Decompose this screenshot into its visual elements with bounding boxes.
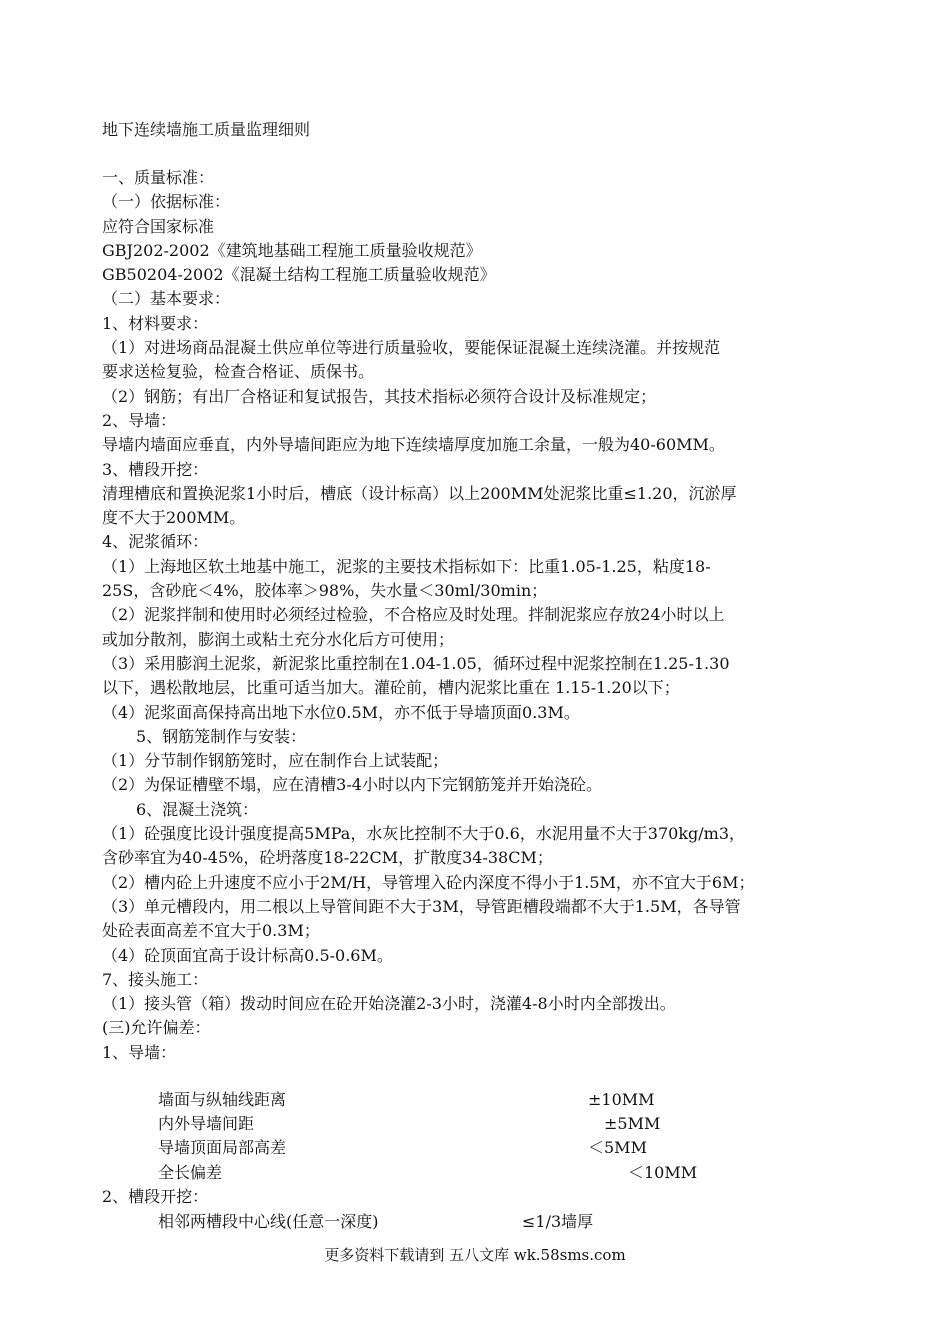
body-line: 以下，遇松散地层，比重可适当加大。灌砼前，槽内泥浆比重在 1.15-1.20以下；	[102, 678, 680, 698]
body-line: 处砼表面高差不宜大于0.3M；	[102, 921, 320, 941]
body-line: （1）对进场商品混凝土供应单位等进行质量验收，要能保证混凝土连续浇灌。并按规范	[102, 338, 721, 358]
tolerance-label: 墙面与纵轴线距离	[158, 1090, 287, 1109]
trench-heading: 2、槽段开挖：	[102, 1187, 209, 1206]
item-heading: 5、钢筋笼制作与安装：	[136, 726, 307, 746]
tolerance-value: ±5MM	[604, 1114, 661, 1133]
body-line: （4）砼顶面宜高于设计标高0.5-0.6M。	[102, 945, 393, 965]
item-heading: 3、槽段开挖：	[102, 459, 209, 479]
tolerance-label: 导墙顶面局部高差	[158, 1138, 287, 1157]
document-body	[102, 166, 862, 1065]
tolerance-label: 全长偏差	[158, 1163, 223, 1182]
body-line: （2）槽内砼上升速度不应小于2M/H，导管埋入砼内深度不得小于1.5M，亦不宜大于6M；	[102, 872, 755, 892]
body-line: （2）泥浆拌制和使用时必须经过检验，不合格应及时处理。拌制泥浆应存放24小时以上	[102, 605, 725, 625]
body-line: 导墙内墙面应垂直，内外导墙间距应为地下连续墙厚度加施工余量，一般为40-60MM。	[102, 435, 725, 455]
document-title: 地下连续墙施工质量监理细则	[102, 120, 311, 139]
standard-reference: GB50204-2002《混凝土结构工程施工质量验收规范》	[102, 265, 496, 285]
body-line: （1）上海地区软土地基中施工，泥浆的主要技术指标如下：比重1.05-1.25，粘度18-	[102, 556, 711, 576]
body-line: 度不大于200MM。	[102, 508, 246, 528]
body-line: 或加分散剂，膨润土或粘土充分水化后方可使用；	[102, 629, 455, 649]
body-line: （3）单元槽段内，用二根以上导管间距不大于3M，导管距槽段端都不大于1.5M，各导管	[102, 896, 741, 916]
subsection-heading: （一）依据标准：	[102, 192, 231, 212]
body-line: （4）泥浆面高保持高出地下水位0.5M，亦不低于导墙顶面0.3M。	[102, 702, 580, 722]
body-line: （1）分节制作钢筋笼时，应在制作台上试装配；	[102, 751, 449, 771]
body-line: 清理槽底和置换泥浆1小时后，槽底（设计标高）以上200MM处泥浆比重≤1.20，沉淤厚	[102, 483, 737, 503]
item-heading: 2、导墙：	[102, 410, 177, 430]
body-line: 应符合国家标准	[102, 216, 215, 236]
body-line: （3）采用膨润土泥浆，新泥浆比重控制在1.04-1.05，循环过程中泥浆控制在1.25-1.30	[102, 653, 730, 673]
tolerance-value: ≤1/3墙厚	[522, 1212, 594, 1231]
standard-reference: GBJ202-2002《建筑地基础工程施工质量验收规范》	[102, 240, 482, 260]
item-heading: 4、泥浆循环：	[102, 532, 209, 552]
body-line: （2）钢筋；有出厂合格证和复试报告，其技术指标必须符合设计及标准规定；	[102, 386, 657, 406]
section-heading: 一、质量标准：	[102, 168, 215, 187]
body-line: 要求送检复验，检查合格证、质保书。	[102, 362, 375, 382]
body-line: （1）砼强度比设计强度提高5MPa，水灰比控制不大于0.6，水泥用量不大于370kg/m3，	[102, 824, 745, 844]
item-heading: 6、混凝土浇筑：	[136, 799, 259, 819]
tolerance-value: ＜5MM	[588, 1138, 647, 1157]
item-heading: 7、接头施工：	[102, 969, 209, 989]
body-line: 25S，含砂庇＜4%，胶体率＞98%，失水量＜30ml/30min；	[102, 581, 548, 601]
item-heading: 1、导墙：	[102, 1042, 177, 1062]
tolerance-value: ＜10MM	[628, 1163, 698, 1182]
body-line: 含砂率宜为40-45%，砼坍落度18-22CM，扩散度34-38CM；	[102, 848, 553, 868]
tolerance-label: 内外导墙间距	[158, 1114, 255, 1133]
body-line: （1）接头管（箱）拨动时间应在砼开始浇灌2-3小时，浇灌4-8小时内全部拨出。	[102, 994, 676, 1014]
body-line: （2）为保证槽壁不塌，应在清槽3-4小时以内下完钢筋笼并开始浇砼。	[102, 775, 602, 795]
tolerance-value: ±10MM	[588, 1090, 655, 1109]
item-heading: 1、材料要求：	[102, 313, 209, 333]
subsection-heading: (三)允许偏差：	[102, 1018, 211, 1038]
subsection-heading: （二）基本要求：	[102, 289, 231, 309]
footer-note: 更多资料下载请到 五八文库 wk.58sms.com	[324, 1246, 626, 1264]
tolerance-label: 相邻两槽段中心线(任意一深度)	[158, 1212, 379, 1231]
